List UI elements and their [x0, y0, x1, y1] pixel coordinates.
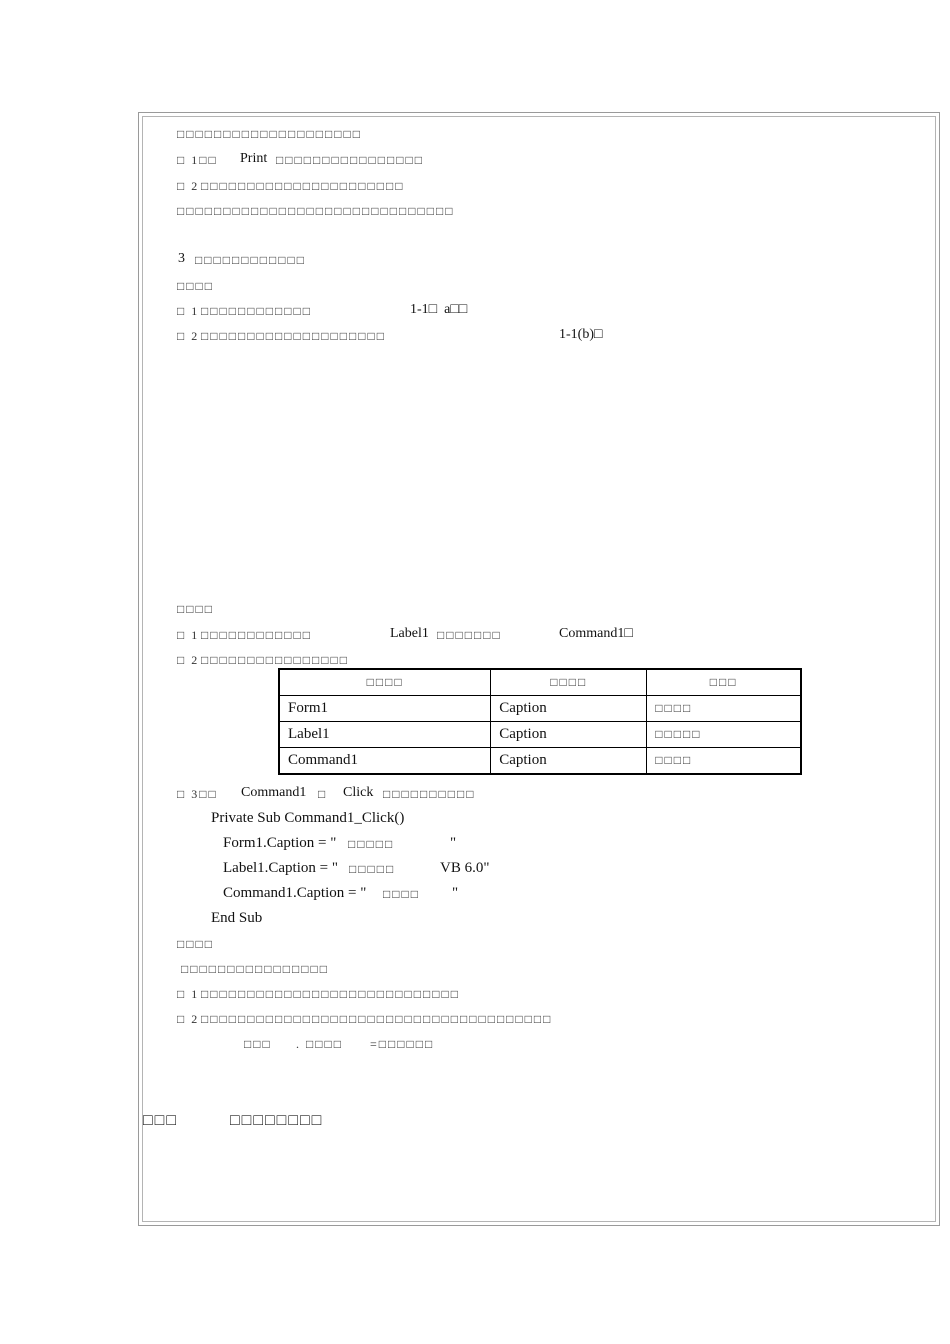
table-row: [279, 696, 801, 722]
text-line: □□□□□□□□□□□□□□□□□□□□□□: [201, 179, 405, 193]
text-line: □□□□□□□□□□□□□□□□□□□□□□□□□□□□: [201, 987, 460, 1001]
column-header: □□□□: [279, 669, 491, 696]
section-label: □□□: [143, 1112, 178, 1129]
table-cell-value: □□□□: [647, 748, 801, 775]
text-line: □ 2: [177, 179, 200, 193]
text-line: □□□□□□□□□□□□□□□□□□□□□□□□□□□□□□□□□□□□□□: [201, 1012, 553, 1026]
formula-part: =□□□□□□: [370, 1037, 435, 1051]
code-line: VB 6.0": [440, 860, 490, 876]
text-line: □□□□□□□: [437, 628, 502, 642]
section-title: □□□□□□□□: [230, 1112, 324, 1129]
code-line: Command1.Caption = ": [223, 885, 367, 901]
text-line: □ 2: [177, 329, 200, 343]
text-line: □ 2: [177, 1012, 200, 1026]
code-line: □□□□□: [348, 837, 395, 851]
table-cell-value: □□□□: [647, 696, 801, 722]
text-line: □□□□□□□□□□□□□□□□: [201, 653, 349, 667]
subheading: □□□□: [177, 602, 214, 616]
table-cell-object: Form1: [279, 696, 491, 722]
properties-table: [278, 668, 802, 775]
text-line: □ 2: [177, 653, 200, 667]
text-line: Command1: [241, 785, 307, 800]
table-cell-object: Label1: [279, 722, 491, 748]
table-cell-property: Caption: [491, 722, 647, 748]
table-cell-property: Caption: [491, 696, 647, 722]
text-line: □□□□□□□□□□□□□□□□: [181, 962, 329, 976]
text-line: □ 1: [177, 304, 200, 318]
text-line: □□□□□□□□□□□□□□□□□□□□: [177, 127, 362, 141]
text-line: Command1□: [559, 626, 633, 641]
text-line: □ 1: [177, 987, 200, 1001]
text-line: □□□□□□□□□□□□□□□□□□□□: [201, 329, 386, 343]
column-header: □□□□: [491, 669, 647, 696]
text-line: □□□□□□□□□□□□: [201, 628, 312, 642]
formula-part: . □□□□: [296, 1037, 343, 1051]
subheading: □□□□: [177, 937, 214, 951]
figure-ref: 1-1(b)□: [559, 327, 603, 342]
text-line: □□□□□□□□□□: [383, 787, 476, 801]
code-line: End Sub: [211, 910, 263, 926]
code-line: Private Sub Command1_Click(): [211, 810, 405, 826]
table-row: [279, 748, 801, 775]
text-line: Click: [343, 785, 374, 800]
text-line: □ 1: [177, 628, 200, 642]
code-line: □□□□□: [349, 862, 396, 876]
table-cell-object: Command1: [279, 748, 491, 775]
text-line: □: [318, 787, 328, 801]
text-line: Label1: [390, 626, 429, 641]
column-header: □□□: [647, 669, 801, 696]
figure-ref: 1-1□ a□□: [410, 302, 468, 317]
code-line: ": [450, 835, 457, 851]
table-header-row: [279, 669, 801, 696]
table-row: [279, 722, 801, 748]
text-line: □□□□□□□□□□□□□□□□: [276, 153, 424, 167]
text-line: □ 3□□: [177, 787, 218, 801]
table-cell-value: □□□□□: [647, 722, 801, 748]
table-cell-property: Caption: [491, 748, 647, 775]
text-line: Print: [240, 151, 268, 166]
subheading: □□□□: [177, 279, 214, 293]
text-line: □□□□□□□□□□□□□□□□□□□□□□□□□□□□□□: [177, 204, 455, 218]
formula-part: □□□: [244, 1037, 272, 1051]
code-line: □□□□: [383, 887, 420, 901]
code-line: Label1.Caption = ": [223, 860, 338, 876]
code-line: ": [452, 885, 459, 901]
section-title: □□□□□□□□□□□□: [195, 253, 306, 267]
text-line: □ 1□□: [177, 153, 218, 167]
code-line: Form1.Caption = ": [223, 835, 337, 851]
section-number: 3: [178, 251, 185, 266]
text-line: □□□□□□□□□□□□: [201, 304, 312, 318]
